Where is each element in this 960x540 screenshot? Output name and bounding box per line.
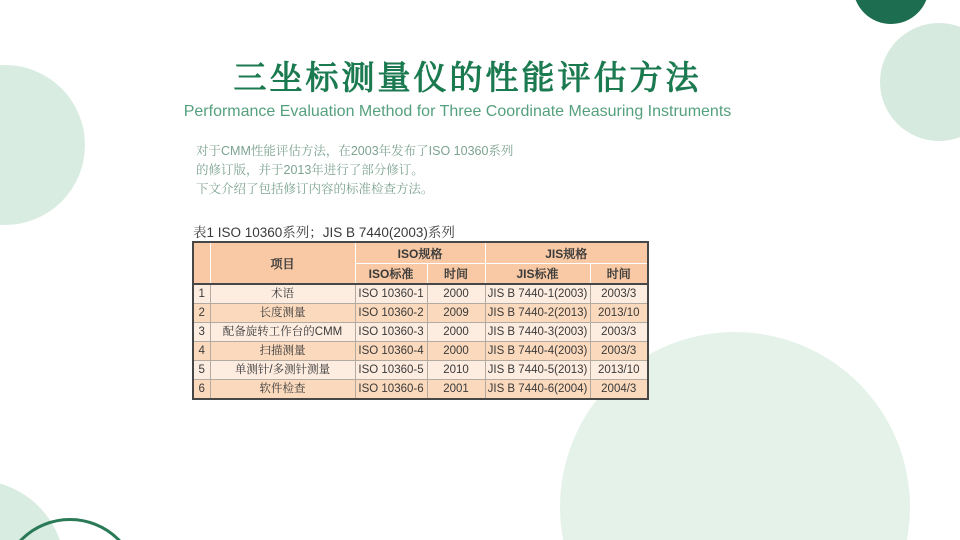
cell-iso_std: ISO 10360-2	[355, 304, 427, 323]
cell-no: 2	[193, 304, 210, 323]
cell-iso_time: 2009	[427, 304, 485, 323]
cell-item: 扫描测量	[210, 342, 355, 361]
header-cell-iso-std: ISO标准	[355, 264, 427, 285]
table-header-group-row	[193, 242, 648, 264]
cell-jis_std: JIS B 7440-4(2003)	[485, 342, 590, 361]
intro-line: 下文介绍了包括修订内容的标准检查方法。	[196, 182, 434, 196]
header-cell-jis-std: JIS标准	[485, 264, 590, 285]
intro-paragraph	[196, 142, 596, 199]
cell-item: 术语	[210, 284, 355, 304]
cell-no: 1	[193, 284, 210, 304]
cell-item: 长度测量	[210, 304, 355, 323]
cell-iso_std: ISO 10360-6	[355, 380, 427, 400]
table-row	[193, 361, 648, 380]
cell-jis_time: 2013/10	[590, 361, 648, 380]
table-body	[193, 284, 648, 399]
header-cell-empty	[193, 242, 210, 284]
cell-iso_std: ISO 10360-5	[355, 361, 427, 380]
table-row	[193, 380, 648, 400]
cell-jis_std: JIS B 7440-3(2003)	[485, 323, 590, 342]
header-cell-iso-group: ISO规格	[355, 242, 485, 264]
cell-jis_std: JIS B 7440-5(2013)	[485, 361, 590, 380]
header-cell-jis-time: 时间	[590, 264, 648, 285]
cell-iso_std: ISO 10360-3	[355, 323, 427, 342]
cell-no: 3	[193, 323, 210, 342]
decor-circle-topright-dark	[853, 0, 929, 24]
intro-line: 的修订版，并于2013年进行了部分修订。	[196, 163, 424, 177]
cell-iso_std: ISO 10360-1	[355, 284, 427, 304]
table-row	[193, 342, 648, 361]
table-caption: 表1 ISO 10360系列；JIS B 7440(2003)系列	[193, 225, 455, 240]
cell-jis_std: JIS B 7440-2(2013)	[485, 304, 590, 323]
cell-no: 6	[193, 380, 210, 400]
cell-item: 配备旋转工作台的CMM	[210, 323, 355, 342]
slide-subtitle: Performance Evaluation Method for Three Coordinate Measuring Instruments	[183, 103, 732, 120]
cell-iso_time: 2000	[427, 284, 485, 304]
table-header	[193, 242, 648, 284]
slide-title: 三坐标测量仪的性能评估方法	[233, 59, 702, 96]
cell-item: 软件检查	[210, 380, 355, 400]
header-cell-iso-time: 时间	[427, 264, 485, 285]
header-cell-item: 项目	[210, 242, 355, 284]
cell-jis_time: 2003/3	[590, 284, 648, 304]
cell-iso_time: 2000	[427, 342, 485, 361]
header-cell-jis-group: JIS规格	[485, 242, 648, 264]
cell-iso_time: 2001	[427, 380, 485, 400]
standards-table	[192, 241, 649, 400]
cell-no: 4	[193, 342, 210, 361]
cell-jis_time: 2004/3	[590, 380, 648, 400]
table-row	[193, 284, 648, 304]
cell-iso_time: 2010	[427, 361, 485, 380]
cell-jis_std: JIS B 7440-6(2004)	[485, 380, 590, 400]
cell-jis_time: 2003/3	[590, 342, 648, 361]
table-row	[193, 304, 648, 323]
cell-no: 5	[193, 361, 210, 380]
table-row	[193, 323, 648, 342]
cell-iso_std: ISO 10360-4	[355, 342, 427, 361]
intro-line: 对于CMM性能评估方法，在2003年发布了ISO 10360系列	[196, 144, 514, 158]
cell-jis_time: 2003/3	[590, 323, 648, 342]
cell-item: 单测针/多测针测量	[210, 361, 355, 380]
cell-jis_time: 2013/10	[590, 304, 648, 323]
cell-iso_time: 2000	[427, 323, 485, 342]
cell-jis_std: JIS B 7440-1(2003)	[485, 284, 590, 304]
